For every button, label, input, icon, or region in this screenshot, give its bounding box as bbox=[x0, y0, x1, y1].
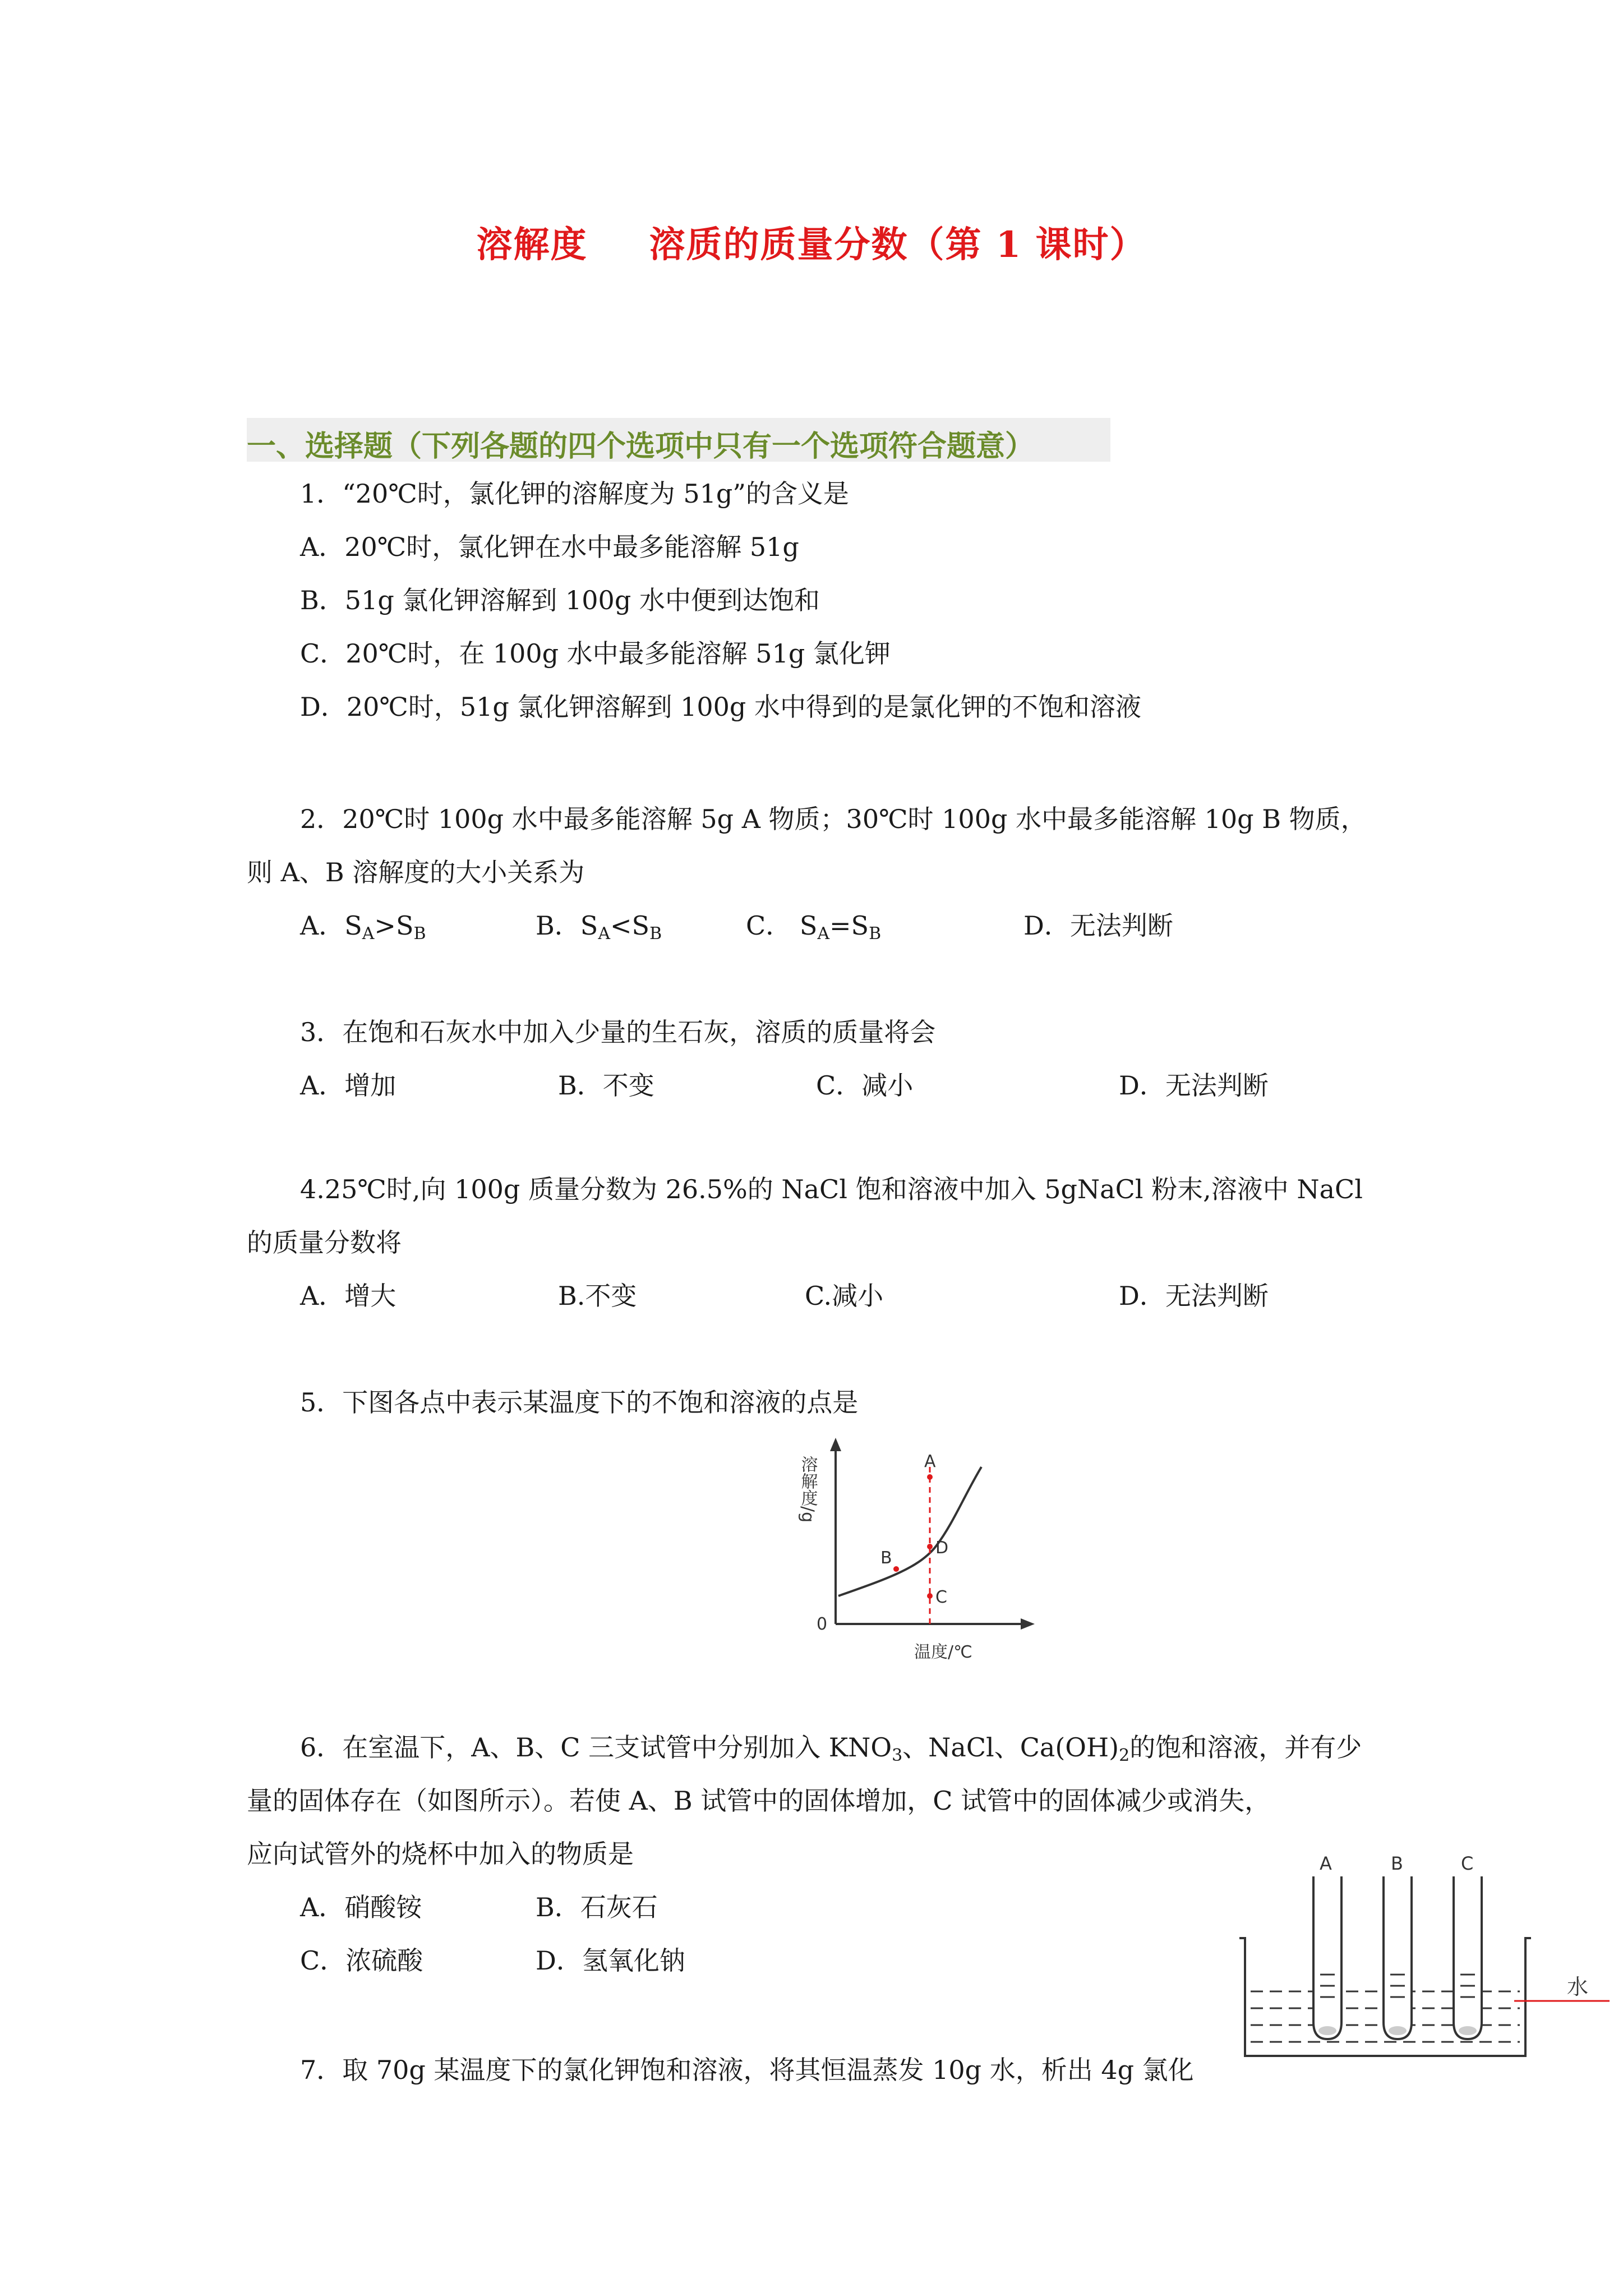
q6-stem-line1: 6．在室温下，A、B、C 三支试管中分别加入 $KNO_3$、NaCl、$Ca(OH)_2$的饱和溶液，并有少 bbox=[300, 1732, 1362, 1765]
page-title bbox=[0, 216, 1623, 268]
section-heading bbox=[247, 418, 1110, 462]
q1-option-d: D．20℃时，51g 氯化钾溶解到 100g 水中得到的是氯化钾的不饱和溶液 bbox=[300, 692, 1141, 722]
test-tube-c bbox=[1454, 1876, 1482, 2039]
tube-c-label: C bbox=[1461, 1854, 1474, 1874]
q4-stem-line1: 4.25℃时,向 100g 质量分数为 26.5%的 NaCl 饱和溶液中加入 5gNaCl 粉末,溶液中 NaCl bbox=[300, 1174, 1363, 1204]
point-d-label: D bbox=[935, 1538, 949, 1558]
q5-stem: 5．下图各点中表示某温度下的不饱和溶液的点是 bbox=[300, 1387, 859, 1418]
point-a-label: A bbox=[924, 1452, 936, 1471]
q2-option-d: D．无法判断 bbox=[1023, 910, 1173, 941]
section-heading-text: 一、选择题（下列各题的四个选项中只有一个选项符合题意） bbox=[247, 429, 1035, 463]
q1-option-b: B．51g 氯化钾溶解到 100g 水中便到达饱和 bbox=[300, 585, 820, 615]
q4-option-d: D．无法判断 bbox=[1119, 1281, 1269, 1311]
q1-option-c: C．20℃时，在 100g 水中最多能溶解 51g 氯化钾 bbox=[300, 638, 891, 669]
q6-option-b: B．石灰石 bbox=[536, 1892, 658, 1922]
q4-option-b: B.不变 bbox=[558, 1281, 637, 1311]
solid-a bbox=[1318, 2026, 1336, 2035]
water-label: 水 bbox=[1567, 1975, 1589, 1999]
test-tube-b bbox=[1384, 1876, 1412, 2039]
q6-option-a: A．硝酸铵 bbox=[300, 1892, 422, 1922]
q4-option-c: C.减小 bbox=[805, 1281, 884, 1311]
q2-stem-line2: 则 A、B 溶解度的大小关系为 bbox=[247, 857, 585, 887]
q2-stem-line1: 2．20℃时 100g 水中最多能溶解 5g A 物质；30℃时 100g 水中最多能溶解 10g B 物质， bbox=[300, 804, 1367, 834]
q1-option-a: A．20℃时，氯化钾在水中最多能溶解 51g bbox=[300, 532, 799, 562]
point-c-label: C bbox=[935, 1588, 947, 1607]
point-a bbox=[927, 1474, 933, 1480]
test-tube-a bbox=[1313, 1876, 1341, 2039]
title-right: 溶质的质量分数（第 1 课时） bbox=[649, 224, 1147, 266]
point-b-label: B bbox=[880, 1548, 892, 1568]
point-c bbox=[927, 1593, 933, 1599]
solid-c bbox=[1459, 2026, 1477, 2035]
q2-option-b: B．$S_A<S_B$ bbox=[536, 910, 662, 944]
x-axis-arrow bbox=[1021, 1618, 1035, 1630]
x-axis-label: 温度/℃ bbox=[914, 1642, 972, 1662]
q4-stem-line2: 的质量分数将 bbox=[247, 1227, 402, 1258]
q2-option-a: A．$S_A>S_B$ bbox=[300, 910, 426, 944]
q6-stem-line2: 量的固体存在（如图所示）。若使 A、B 试管中的固体增加，C 试管中的固体减少或消失， bbox=[247, 1786, 1271, 1816]
q3-option-a: A．增加 bbox=[300, 1070, 396, 1101]
q7-stem: 7．取 70g 某温度下的氯化钾饱和溶液，将其恒温蒸发 10g 水，析出 4g 氯化 bbox=[300, 2055, 1194, 2085]
q6-option-c: C．浓硫酸 bbox=[300, 1945, 423, 1976]
q3-stem: 3．在饱和石灰水中加入少量的生石灰，溶质的质量将会 bbox=[300, 1017, 936, 1047]
point-d bbox=[927, 1544, 933, 1549]
q1-stem: 1．“20℃时，氯化钾的溶解度为 51g”的含义是 bbox=[300, 478, 849, 509]
q6-option-d: D．氢氧化钠 bbox=[536, 1945, 685, 1976]
solid-b bbox=[1389, 2026, 1407, 2035]
q4-option-a: A．增大 bbox=[300, 1281, 396, 1311]
beaker-figure bbox=[1234, 1854, 1615, 2078]
q3-option-d: D．无法判断 bbox=[1119, 1070, 1269, 1101]
y-axis-label: 溶解度/g bbox=[797, 1456, 818, 1523]
q2-option-c: C． $S_A=S_B$ bbox=[746, 910, 882, 944]
tube-b-label: B bbox=[1391, 1854, 1403, 1874]
q3-option-c: C．减小 bbox=[816, 1070, 914, 1101]
q3-option-b: B．不变 bbox=[558, 1070, 654, 1101]
q6-stem-line3: 应向试管外的烧杯中加入的物质是 bbox=[247, 1839, 634, 1869]
y-axis-arrow bbox=[830, 1438, 841, 1451]
solubility-curve bbox=[838, 1467, 981, 1596]
tube-a-label: A bbox=[1320, 1854, 1332, 1874]
origin-label: 0 bbox=[817, 1614, 828, 1634]
solubility-graph bbox=[785, 1433, 1054, 1669]
title-left: 溶解度 bbox=[476, 224, 588, 266]
point-b bbox=[893, 1566, 899, 1572]
